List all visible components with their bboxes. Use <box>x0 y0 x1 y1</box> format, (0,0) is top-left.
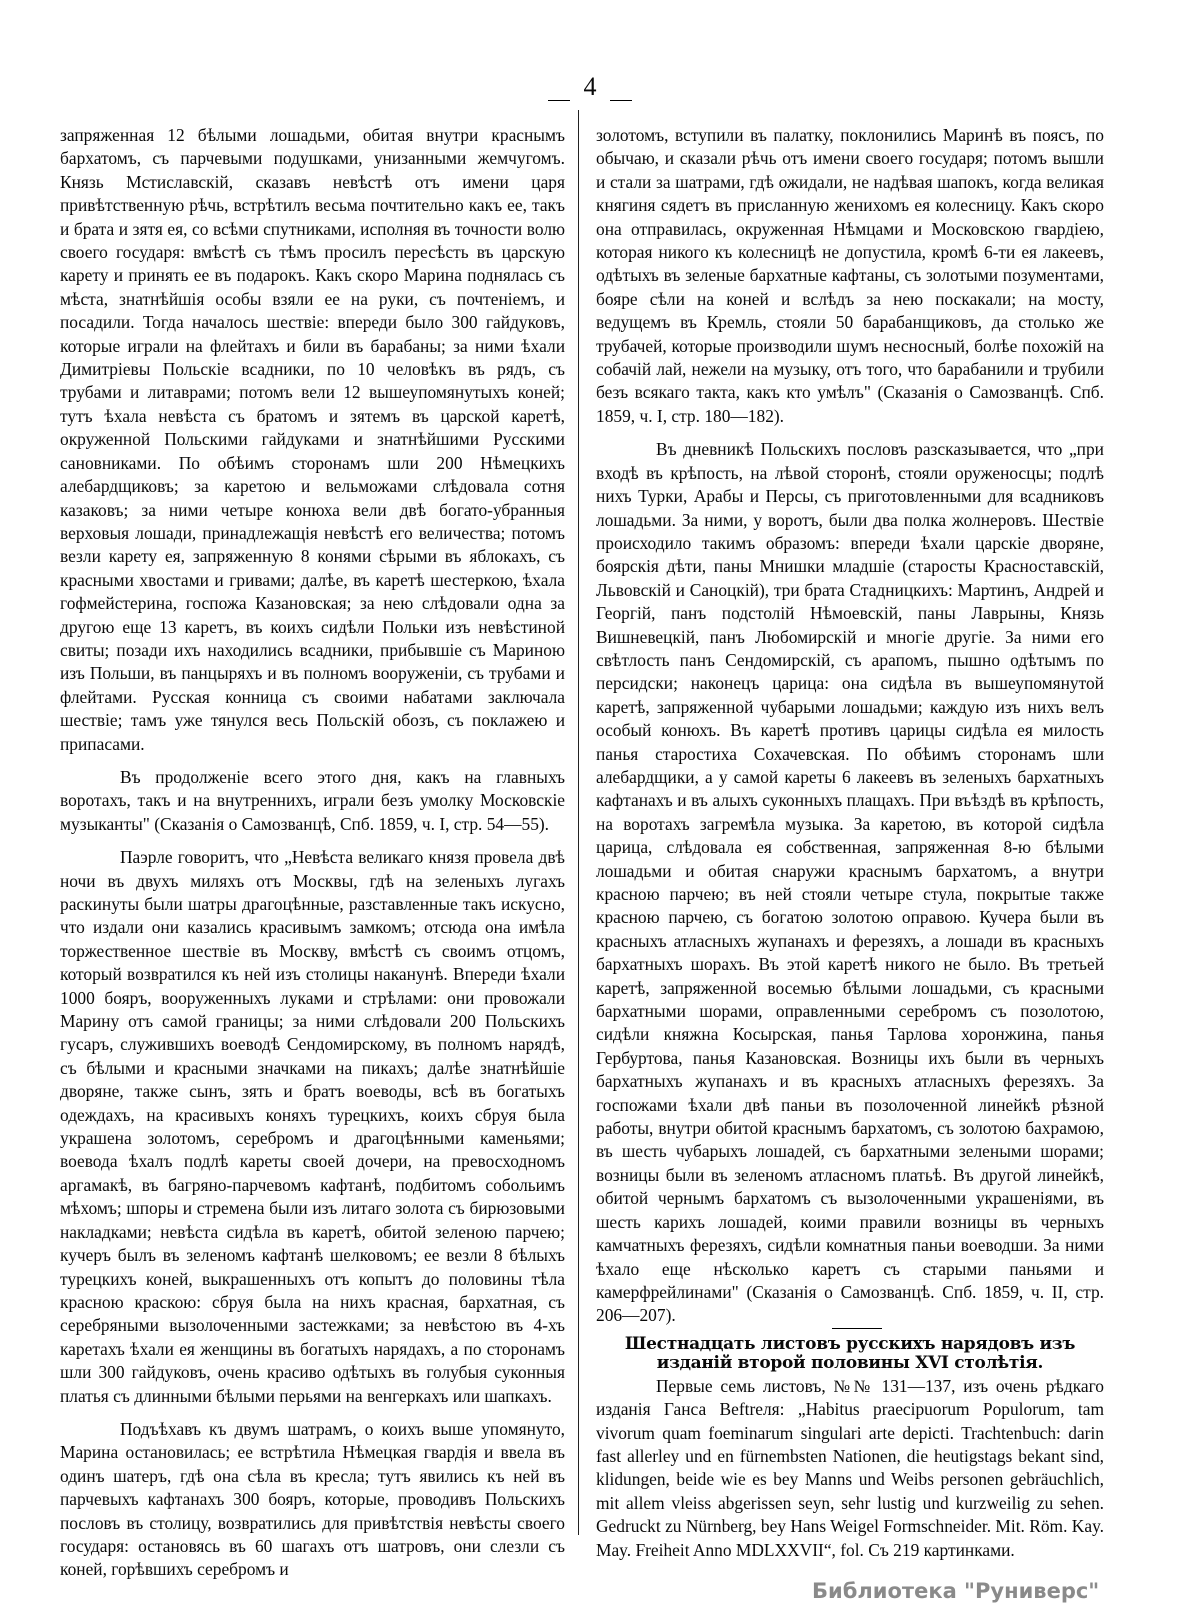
right-column <box>596 124 1104 1624</box>
paragraph: Подъѣхавъ къ двумъ шатрамъ, о коихъ выше упомянуто, Марина остановилась; ее встрѣтила Нѣмецкая гвардія и ввела въ одинъ шатеръ, гдѣ она сѣла въ кресла; тутъ явились къ ней въ парчевыхъ кафтанахъ 300 бояръ, которые, проводивъ Польскихъ пословъ въ столицу, возвратились для привѣтствія невѣсты своего государя: остановясь въ 60 шагахъ отъ шатровъ, они слезли съ коней, горѣвшихъ серебромъ и <box>60 1418 565 1580</box>
paragraph: Въ дневникѣ Польскихъ пословъ разсказывается, что „при входѣ въ крѣпость, на лѣвой сторонѣ, стояли оруженосцы; подлѣ нихъ Турки, Арабы и Персы, съ приготовленными для всадниковъ лошадьми. За ними, у воротъ, были два полка жолнеровъ. Шествіе происходило такимъ образомъ: впереди ѣхали царскіе дворяне, боярскія дѣти, паны Мнишки младшіе (старосты Красноставскій, Львовскій и Саноцкій), три брата Стадницкихъ: Мартинъ, Андрей и Георгій, панъ подстолій Нѣмоевскій, паны Лаврыны, Князь Вишневецкій, панъ Любомирскій и многіе другіе. За ними его свѣтлость панъ Сендомирскій, съ арапомъ, пышно одѣтымъ по персидски; наконецъ царица: она сидѣла въ вышеупомянутой каретѣ, запряженной чубарыми лошадьми; каждую изъ нихъ велъ особый конюхъ. Въ каретѣ противъ царицы сидѣла ея милость панья старостиха Сохачевская. По обѣимъ сторонамъ шли алебардщики, а у самой кареты 6 лакеевъ въ зеленыхъ бархатныхъ кафтанахъ и въ алыхъ суконныхъ плащахъ. При въѣздѣ въ крѣпость, на воротахъ загремѣла музыка. За каретою, въ которой сидѣла царица, слѣдовала ея собственная, запряженная 8-ю бѣлыми лошадьми и обитая снаружи краснымъ бархатомъ, а внутри красною парчею; въ ней стояли четыре стула, покрытые также красною парчею, съ богатою золотою оправою. Кучера были въ красныхъ атласныхъ жупанахъ и ферезяхъ, а лошади въ красныхъ бархатныхъ шорахъ. Въ этой каретѣ никого не было. Въ третьей каретѣ, запряженной восемью бѣлыми лошадьми, съ красными бархатными шорами, оправленными серебромъ съ позолотою, сидѣли княжна Косырская, панья Тарлова хоронжина, панья Гербуртова, панья Казановская. Возницы ихъ были въ черныхъ бархатныхъ жупанахъ и въ красныхъ атласныхъ ферезяхъ. За госпожами ѣхали двѣ паньи въ позолоченной линейкѣ рѣзной работы, внутри обитой краснымъ бархатомъ, съ золотою бахрамою, въ шесть чубарыхъ лошадей, съ бархатными зелеными шорами; возницы были въ зеленомъ атласномъ платьѣ. Въ другой линейкѣ, обитой чернымъ бархатомъ съ вызолоченными украшеніями, въ шесть карихъ лошадей, коими правили возницы въ черныхъ камчатныхъ ферезяхъ, сидѣли комнатныя паньи воеводши. За ними ѣхало еще нѣсколько каретъ съ старыми паньями и камерфрейлинами" (Сказанія о Самозванцѣ. Спб. 1859, ч. II, стр. 206—207). <box>596 439 1104 1326</box>
paragraph: Въ продолженіе всего этого дня, какъ на главныхъ воротахъ, такъ и на внутреннихъ, играли безъ умолку Московскіе музыканты" (Сказанія о Самозванцѣ, Спб. 1859, ч. I, стр. 54—55). <box>60 766 565 834</box>
left-column <box>60 124 565 1582</box>
paragraph: запряженная 12 бѣлыми лошадьми, обитая внутри краснымъ бархатомъ, съ парчевыми подушками, унизанными жемчугомъ. Князь Мстиславскій, сказавъ невѣстѣ отъ имени царя привѣтственную рѣчь, встрѣтилъ весьма почтительно какъ ее, такъ и брата и зятя ея, со всѣми спутниками, исполняя въ точности волю своего государя: вмѣстѣ съ тѣмъ просилъ пересѣсть въ царскую карету и принять ее въ подарокъ. Какъ скоро Марина поднялась съ мѣста, знатнѣйшія особы взяли ее на руки, съ почтеніемъ, и посадили. Тогда началось шествіе: впереди было 300 гайдуковъ, которые играли на флейтахъ и били въ барабаны; за ними ѣхали Димитріевы Польскіе всадники, по 10 человѣкъ въ рядъ, съ трубами и литаврами; потомъ вели 12 вышеупомянутыхъ коней; тутъ ѣхала невѣста съ братомъ и зятемъ въ царской каретѣ, окруженной Польскими гайдуками и знатнѣйшими Русскими сановниками. По обѣимъ сторонамъ шли 200 Нѣмецкихъ алебардщиковъ; за каретою и вельможами слѣдовала сотня казаковъ; за ними четыре конюха вели двѣ богато-убранныя верховыя лошади, принадлежащія невѣстѣ его величества; потомъ везли карету ея, запряженную 8 конями сѣрыми въ яблокахъ, съ красными хвостами и гривами; далѣе, въ каретѣ шестеркою, ѣхала гофмейстерина, госпожа Казановская; за нею слѣдовали одна за другою еще 13 каретъ, въ коихъ сидѣли Польки изъ невѣстиной свиты; позади ихъ находились всадники, прибывшіе съ Мариною изъ Польши, въ панцыряхъ и въ полномъ вооруженіи, съ трубами и флейтами. Русская конница съ своими набатами заключала шествіе; тамъ уже тянулся весь Польскій обозъ, съ поклажею и припасами. <box>60 125 565 754</box>
paragraph: Паэрле говоритъ, что „Невѣста великаго князя провела двѣ ночи въ двухъ миляхъ отъ Москвы, гдѣ на зеленыхъ лугахъ раскинуты были шатры драгоцѣнные, разставленные такъ искусно, что издали они казались красивымъ замкомъ; отсюда она имѣла торжественное шествіе въ Москву, вмѣстѣ съ своимъ отцомъ, который возвратился къ ней изъ столицы наканунѣ. Впереди ѣхали 1000 бояръ, вооруженныхъ луками и стрѣлами: они провожали Марину отъ самой границы; за ними слѣдовали 200 Польскихъ гусаръ, служившихъ воеводѣ Сендомирскому, въ полномъ нарядѣ, съ бѣлыми и красными значками на пикахъ; далѣе знатнѣйшіе дворяне, также сынъ, зять и братъ воеводы, всѣ въ богатыхъ одеждахъ, на красивыхъ коняхъ турецкихъ, коихъ сбруя была украшена золотомъ, серебромъ и драгоцѣнными каменьями; воевода ѣхалъ подлѣ кареты своей дочери, на превосходномъ аргамакѣ, въ багряно-парчевомъ кафтанѣ, подбитомъ собольимъ мѣхомъ; шпоры и стремена были изъ литаго золота съ бирюзовыми накладками; невѣста сидѣла въ каретѣ, обитой зеленою парчею; кучеръ былъ въ зеленомъ кафтанѣ шелковомъ; ее везли 8 бѣлыхъ турецкихъ коней, выкрашенныхъ отъ копытъ до половины тѣла красною краскою: сбруя была на нихъ красная, бархатная, съ серебряными вызолоченными застежками; за невѣстою въ 4-хъ каретахъ ѣхали ея женщины въ богатыхъ нарядахъ, а по сторонамъ шли 300 гайдуковъ, очень красиво одѣтыхъ въ голубыя суконныя платья съ длинными бѣлыми перьями на венгеркахъ или шапкахъ. <box>60 847 565 1406</box>
paragraph: Первые семь листовъ, №№ 131—137, изъ очень рѣдкаго изданія Ганса Beftreля: „Habitus praecipuorum Populorum, tam vivorum quam foeminarum singulari arte depicti. Trachtenbuch: darin fast allerley und en fürnembsten Nationen, die heutigstags bekant sind, klidungen, beide wie es bey Manns und Weibs personen gebräuchlich, mit allem vleiss abgerissen seyn, sehr lustig und kurzweilig zu sehen. Gedruckt zu Nürnberg, bey Hans Weigel Formschneider. Mit. Röm. Kay. May. Freiheit Anno MDLXXVII“, fol. Съ 219 картинками. <box>596 1375 1104 1560</box>
section-heading: Шестнадцать листовъ русскихъ нарядовъ изъ изданій второй половины XVI столѣтія. <box>624 1333 1076 1373</box>
column-divider <box>578 110 579 1535</box>
paragraph: золотомъ, вступили въ палатку, поклонились Маринѣ въ поясъ, по обычаю, и сказали рѣчь отъ имени своего государя; потомъ вышли и стали за шатрами, гдѣ ожидали, не надѣвая шапокъ, когда великая княгиня сядетъ въ присланную женихомъ ея колесницу. Какъ скоро она отправилась, окруженная Нѣмцами и Московскою гвардіею, которая никого къ колесницѣ не допустила, кромѣ 6-ти ея лакеевъ, одѣтыхъ въ зеленые бархатные кафтаны, съ золотыми позументами, бояре сѣли на коней и вслѣдъ за нею поскакали; на мосту, ведущемъ въ Кремль, стояли 50 барабанщиковъ, да столько же трубачей, которые производили шумъ несносный, болѣе похожій на собачій лай, нежели на музыку, отъ того, что барабанили и трубили безъ всякаго такта, какъ кто умѣлъ" (Сказанія о Самозванцѣ. Спб. 1859, ч. I, стр. 180—182). <box>596 125 1104 426</box>
section-rule <box>832 1328 882 1329</box>
library-watermark: Библиотека "Руниверс" <box>812 1578 1100 1603</box>
page-number: 4 <box>540 72 640 102</box>
